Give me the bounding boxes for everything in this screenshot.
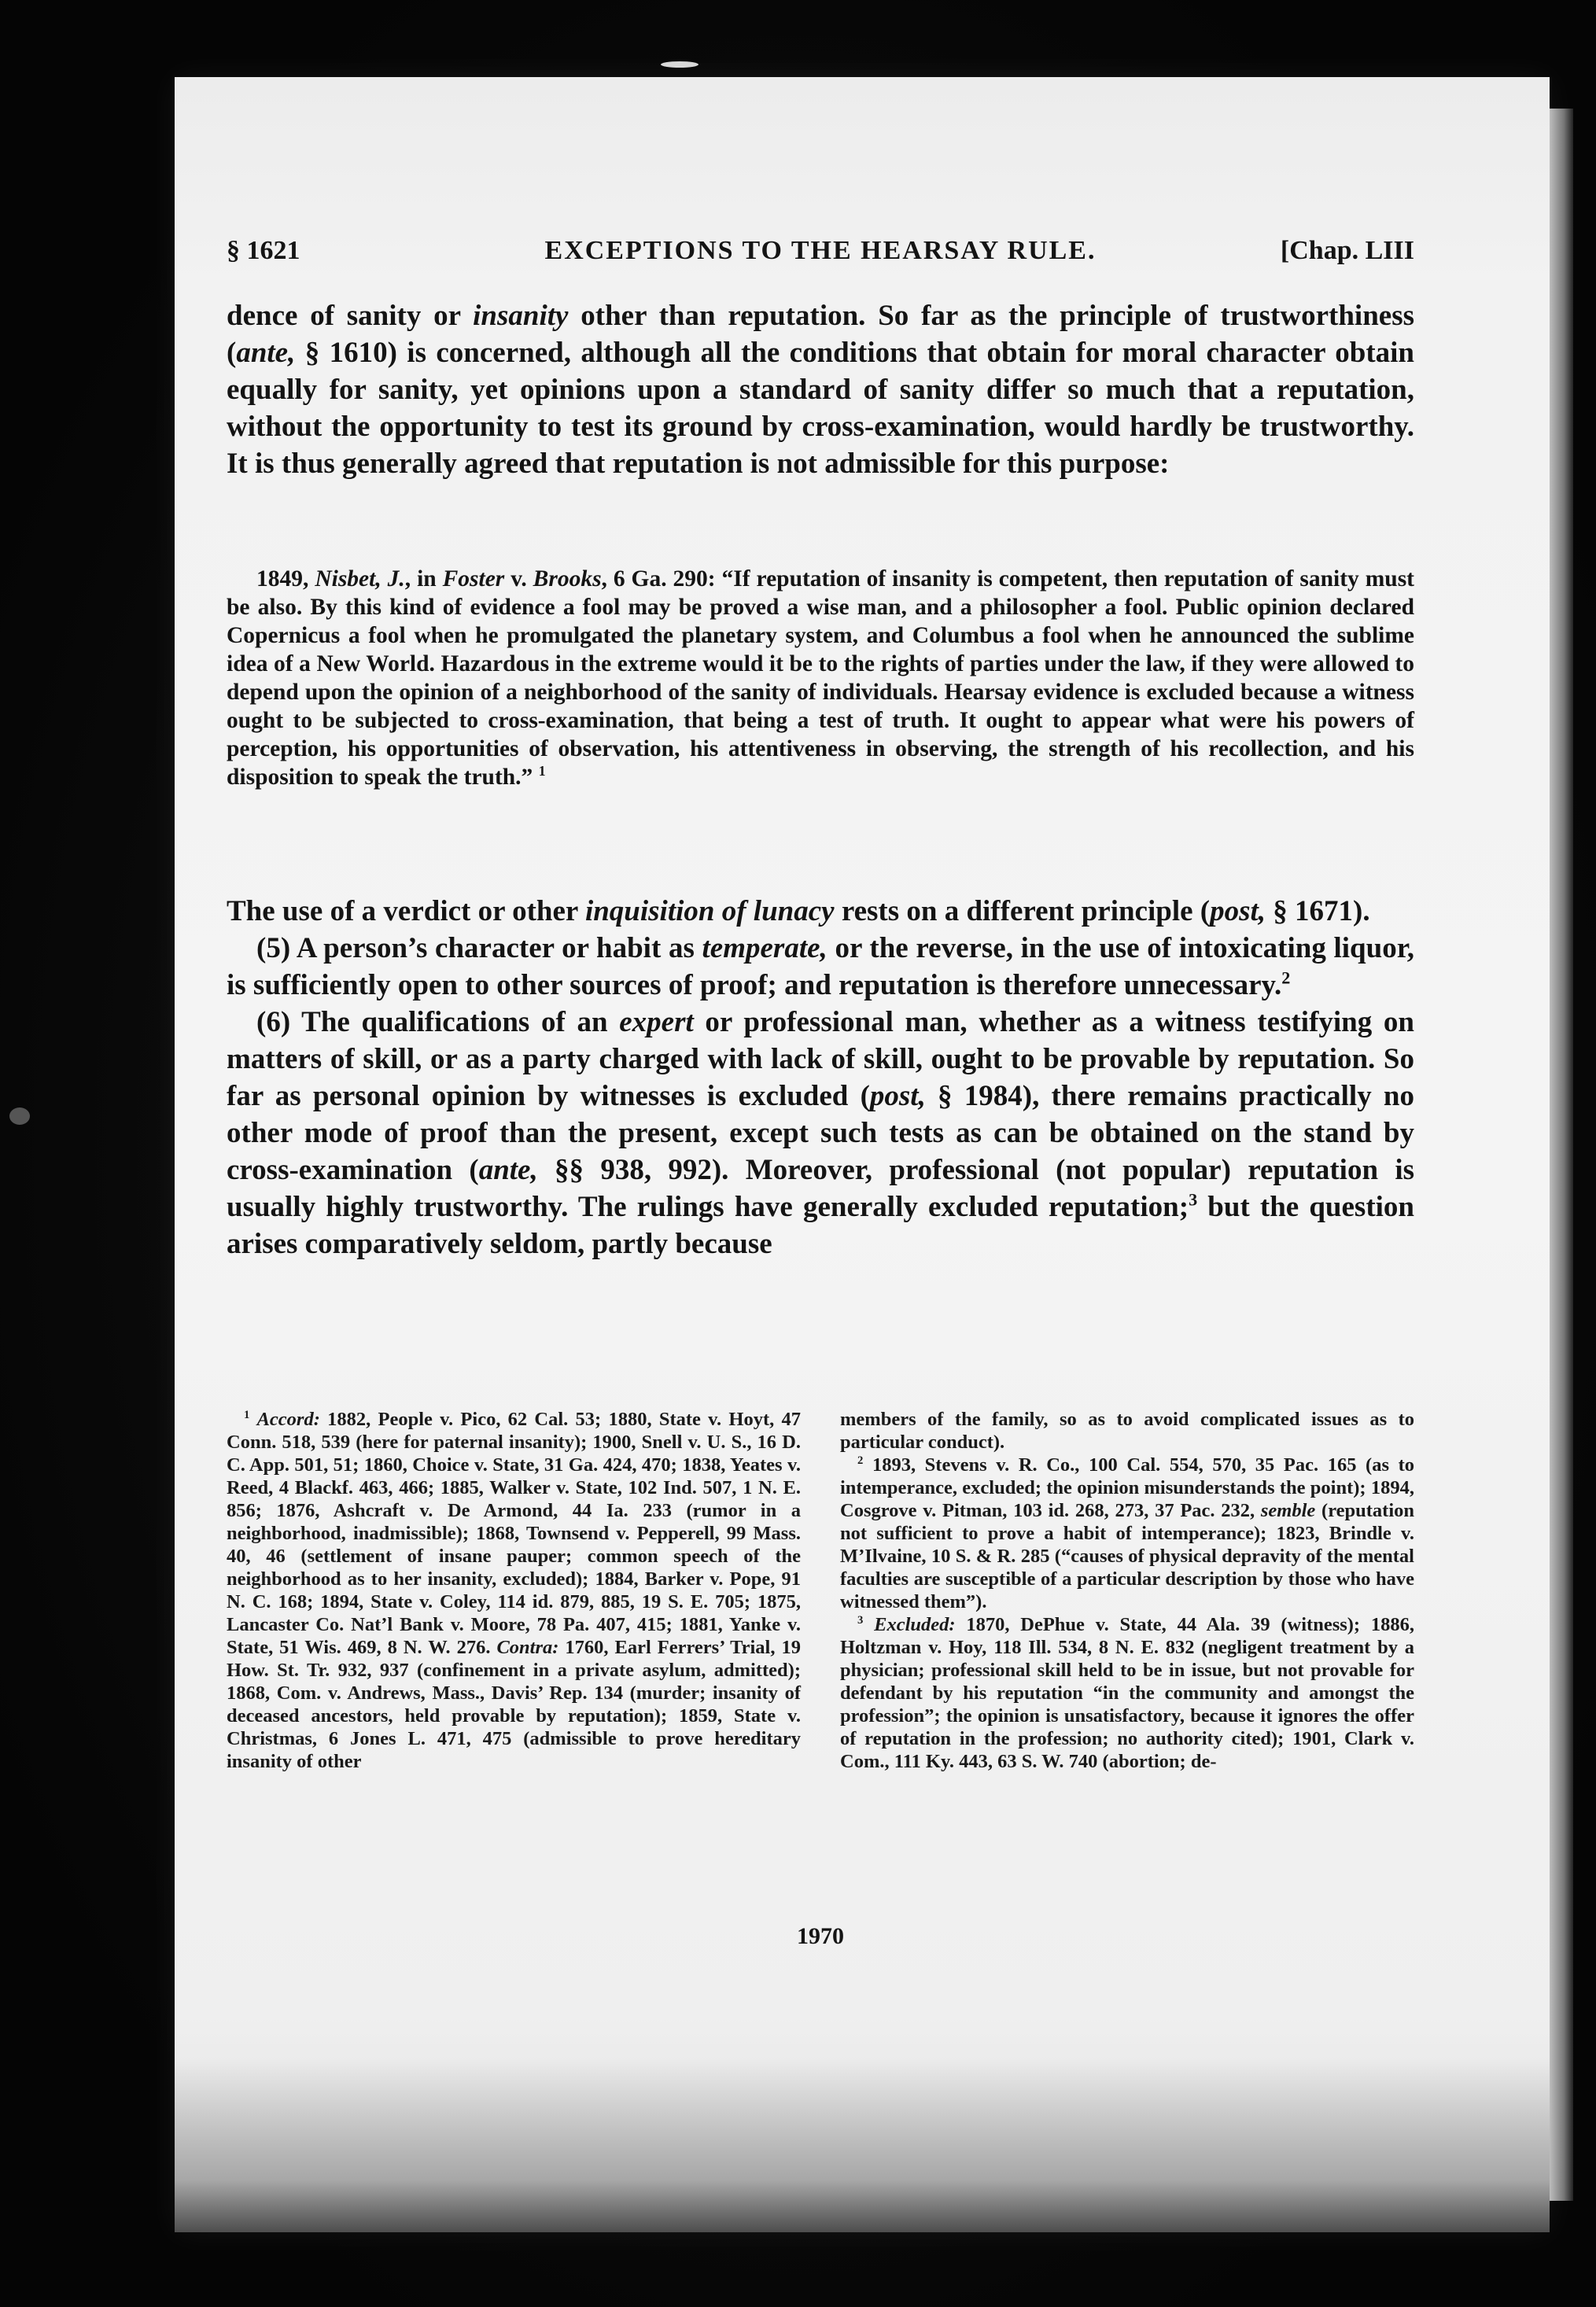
footnote-2 bbox=[840, 1454, 1414, 1613]
case-party: Foster bbox=[442, 566, 505, 591]
text-run: § 1671). bbox=[1266, 895, 1370, 927]
text-run: dence of sanity or bbox=[227, 300, 474, 332]
text-run: rests on a different principle ( bbox=[834, 895, 1211, 927]
text-run: but the question arises comparatively seldom, partly because bbox=[227, 1191, 1415, 1260]
page-shadow bbox=[175, 2059, 1550, 2232]
text-run: § 1610) is concerned, although all the conditions that obtain for moral character obtain equally for sanity, yet opinions upon a standard of sanity differ so much that a reputation, without the opportunity to test its ground by cross-examination, would hardly be trustworthy. It is thus generally agreed that reputation is not admissible for this purpose: bbox=[227, 337, 1414, 480]
footnote-marker: 3 bbox=[1189, 1189, 1198, 1210]
footnote-column-right bbox=[840, 1408, 1414, 1773]
quote-judge: Nisbet, J. bbox=[315, 566, 405, 591]
quote-year: 1849, bbox=[256, 566, 315, 591]
body-paragraph-1 bbox=[227, 297, 1414, 482]
footnote-1-continued: members of the family, so as to avoid complicated issues as to particular conduct). bbox=[840, 1409, 1414, 1453]
text-run: §§ 938, 992). Moreover, professional (not popular) reputation is usually highly trustworthy. The rulings have generally excluded reputation; bbox=[227, 1154, 1414, 1223]
paragraph bbox=[227, 297, 1414, 482]
italic-ref: ante, bbox=[236, 337, 296, 369]
footnote-number: 3 bbox=[857, 1613, 864, 1627]
running-title: EXCEPTIONS TO THE HEARSAY RULE. bbox=[544, 236, 1097, 265]
footnote-marker: 1 bbox=[538, 763, 546, 779]
scan-dust bbox=[9, 1107, 30, 1125]
text-run: v. bbox=[504, 566, 533, 591]
page-edge bbox=[1550, 109, 1573, 2201]
section-number: § 1621 bbox=[227, 236, 300, 265]
paragraph bbox=[227, 1004, 1414, 1262]
running-head bbox=[227, 236, 1414, 275]
text-run: § 1984), there remains practically no other mode of proof than the present, except such tests as can be obtained on the stand by cross-examination ( bbox=[227, 1080, 1414, 1186]
case-party: Brooks bbox=[533, 566, 602, 591]
italic-ref: ante, bbox=[478, 1154, 538, 1186]
text-run: (6) The qualifications of an bbox=[256, 1006, 620, 1038]
footnote-1 bbox=[227, 1408, 801, 1773]
italic-ref: post, bbox=[1210, 895, 1266, 927]
footnote-3 bbox=[840, 1613, 1414, 1773]
italic-term: temperate, bbox=[702, 932, 827, 964]
footnote-text: 1893, Stevens v. R. Co., 100 Cal. 554, 570, 35 Pac. 165 (as to intemperance, excluded; the opinion misunderstands the point); 1894, Cosgrove v. Pitman, 103 id. 268, 273, 37 Pac. 232, bbox=[840, 1454, 1414, 1521]
text-run: The use of a verdict or other bbox=[227, 895, 585, 927]
quote-text: “If reputation of insanity is competent, then reputation of sanity must be also. By this kind of evidence a fool may be proved a wise man, and a philosopher a fool. Public opinion declared Copernicus a fool when he promulgated the planetary system, and Columbus a fool when he announced the sublime idea of a New World. Hazardous in the extreme would it be to the rights of parties under the law, if they were allowed to depend upon the opinion of a neighborhood of the sanity of individuals. Hearsay evidence is excluded because a witness ought to be subjected to cross-examination, that being a test of truth. It ought to appear what were his powers of perception, his opportunities of observation, his attentiveness in observing, the strength of his recollection, and his disposition to speak the truth.” bbox=[227, 566, 1414, 790]
footnote-number: 1 bbox=[244, 1408, 250, 1421]
chapter-label: [Chap. LIII bbox=[1280, 236, 1414, 265]
paragraph bbox=[227, 930, 1414, 1004]
text-run: or professional man, whether as a witness testifying on matters of skill, or as a party charged with lack of skill, ought to be provable by reputation. So far as personal opinion by witnesses is excluded ( bbox=[227, 1006, 1414, 1112]
italic-term: insanity bbox=[473, 300, 569, 332]
body-paragraphs-lower bbox=[227, 893, 1414, 1262]
footnote-label: Excluded: bbox=[874, 1614, 956, 1635]
footnote-column-left bbox=[227, 1408, 801, 1773]
footnote-text: 1882, People v. Pico, 62 Cal. 53; 1880, State v. Hoyt, 47 Conn. 518, 539 (here for paternal insanity); 1900, Snell v. U. S., 16 D. C. App. 501, 51; 1860, Choice v. State, 31 Ga. 424, 470; 1838, Yeates v. Reed, 4 Blackf. 463, 466; 1885, Walker v. State, 102 Ind. 507, 1 N. E. 856; 1876, Ashcraft v. De Armond, 44 Ia. 233 (rumor in a neighborhood, inadmissible); 1868, Townsend v. Pepperell, 99 Mass. 40, 46 (settlement of insane pauper; common speech of the neighborhood as to her insanity, excluded); 1884, Barker v. Pope, 91 N. C. 168; 1894, State v. Coley, 114 id. 879, 885, 19 S. E. 705; 1875, Lancaster Co. Nat’l Bank v. Moore, 78 Pa. 407, 415; 1881, Yanke v. State, 51 Wis. 469, 8 N. W. 276. bbox=[227, 1409, 801, 1658]
paragraph bbox=[227, 893, 1414, 930]
text-run: other than reputation. So far as the principle of trustworthiness ( bbox=[227, 300, 1415, 369]
footnote-text: 1870, DePhue v. State, 44 Ala. 39 (witness); 1886, Holtzman v. Hoy, 118 Ill. 534, 8 N. E. 832 (negligent treatment by a physician; professional skill held to be in issue, but not provable for defendant by his reputation “in the community and amongst the profession”; the opinion is unsatisfactory, because it ignores the offer of reputation in the profession; no authority cited); 1901, Clark v. Com., 111 Ky. 443, 63 S. W. 740 (abortion; de- bbox=[840, 1614, 1415, 1772]
text-run: (5) A person’s character or habit as bbox=[256, 932, 702, 964]
italic-term: inquisition of lunacy bbox=[584, 895, 835, 927]
italic-term: expert bbox=[619, 1006, 694, 1038]
footnote-label: Contra: bbox=[496, 1637, 559, 1658]
italic-ref: post, bbox=[869, 1080, 926, 1112]
footnote-text: (reputation not sufficient to prove a habit of intemperance); 1823, Brindle v. M’Ilvaine, 10 S. & R. 285 (“causes of physical depravity of the mental faculties are susceptible of a particular description by those who have witnessed them”). bbox=[840, 1500, 1414, 1612]
text-run: , in bbox=[404, 566, 443, 591]
footnote-number: 2 bbox=[857, 1454, 864, 1467]
footnote-marker: 2 bbox=[1281, 967, 1291, 988]
footnote-label: Accord: bbox=[256, 1409, 320, 1430]
text-run: or the reverse, in the use of intoxicating liquor, is sufficiently open to other sources of proof; and reputation is therefore unnecessary. bbox=[227, 932, 1414, 1001]
footnote-text: 1760, Earl Ferrers’ Trial, 19 How. St. Tr. 932, 937 (confinement in a private asylum, admitted); 1868, Com. v. Andrews, Mass., Davis’ Rep. 134 (murder; insanity of deceased ancestors, held provable by reputation); 1859, State v. Christmas, 6 Jones L. 471, 475 (admissible to prove hereditary insanity of other bbox=[227, 1637, 801, 1772]
scan-dust bbox=[661, 61, 698, 68]
case-citation: , 6 Ga. 290: bbox=[601, 566, 722, 591]
footnote-label: semble bbox=[1260, 1500, 1316, 1521]
page-number: 1970 bbox=[797, 1923, 844, 1949]
block-quotation bbox=[227, 565, 1414, 791]
